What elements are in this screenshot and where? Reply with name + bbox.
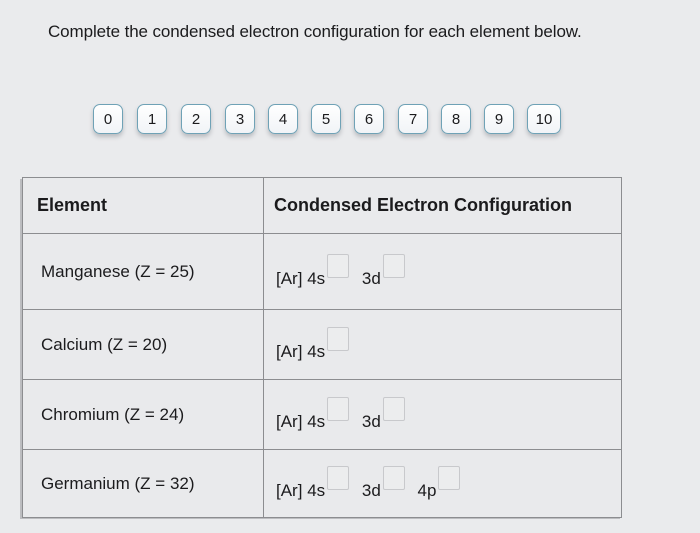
superscript-drop-box[interactable] [383, 254, 405, 278]
table-row [23, 450, 622, 518]
orbital-label-4s: 4s [307, 481, 326, 501]
configuration-table-container [22, 177, 622, 517]
orbital-label-3d: 3d [361, 481, 381, 501]
config-germanium [264, 450, 622, 518]
table-row [23, 380, 622, 450]
superscript-drop-box[interactable] [327, 397, 349, 421]
number-tile-7[interactable]: 7 [398, 104, 428, 134]
number-tile-9[interactable]: 9 [484, 104, 514, 134]
orbital-label-3d: 3d [361, 412, 381, 432]
orbital-label-4s: 4s [307, 342, 326, 362]
number-tile-bank [0, 0, 700, 160]
core-label: [Ar] [276, 342, 303, 362]
config-calcium [264, 310, 622, 380]
element-name-chromium: Chromium (Z = 24) [23, 380, 264, 450]
superscript-drop-box[interactable] [327, 254, 349, 278]
core-label: [Ar] [276, 269, 303, 289]
header-element: Element [23, 178, 264, 234]
orbital-label-4s: 4s [307, 269, 326, 289]
superscript-drop-box[interactable] [327, 466, 349, 490]
question-prompt: Complete the condensed electron configuration for each element below. [48, 22, 582, 41]
table-row [23, 310, 622, 380]
table-header-row [23, 178, 622, 234]
core-label: [Ar] [276, 481, 303, 501]
configuration-table [22, 177, 622, 518]
core-label: [Ar] [276, 412, 303, 432]
number-tile-5[interactable]: 5 [311, 104, 341, 134]
table-row [23, 234, 622, 310]
number-tile-1[interactable]: 1 [137, 104, 167, 134]
number-tile-8[interactable]: 8 [441, 104, 471, 134]
number-tile-3[interactable]: 3 [225, 104, 255, 134]
element-name-germanium: Germanium (Z = 32) [23, 450, 264, 518]
orbital-label-4s: 4s [307, 412, 326, 432]
number-tile-6[interactable]: 6 [354, 104, 384, 134]
superscript-drop-box[interactable] [327, 327, 349, 351]
orbital-label-4p: 4p [417, 481, 437, 501]
element-name-calcium: Calcium (Z = 20) [23, 310, 264, 380]
header-configuration: Condensed Electron Configuration [264, 178, 622, 234]
number-tile-2[interactable]: 2 [181, 104, 211, 134]
superscript-drop-box[interactable] [383, 466, 405, 490]
config-chromium [264, 380, 622, 450]
orbital-label-3d: 3d [361, 269, 381, 289]
number-tile-0[interactable]: 0 [93, 104, 123, 134]
superscript-drop-box[interactable] [383, 397, 405, 421]
config-manganese [264, 234, 622, 310]
element-name-manganese: Manganese (Z = 25) [23, 234, 264, 310]
number-tile-10[interactable]: 10 [527, 104, 561, 134]
superscript-drop-box[interactable] [438, 466, 460, 490]
number-tile-4[interactable]: 4 [268, 104, 298, 134]
